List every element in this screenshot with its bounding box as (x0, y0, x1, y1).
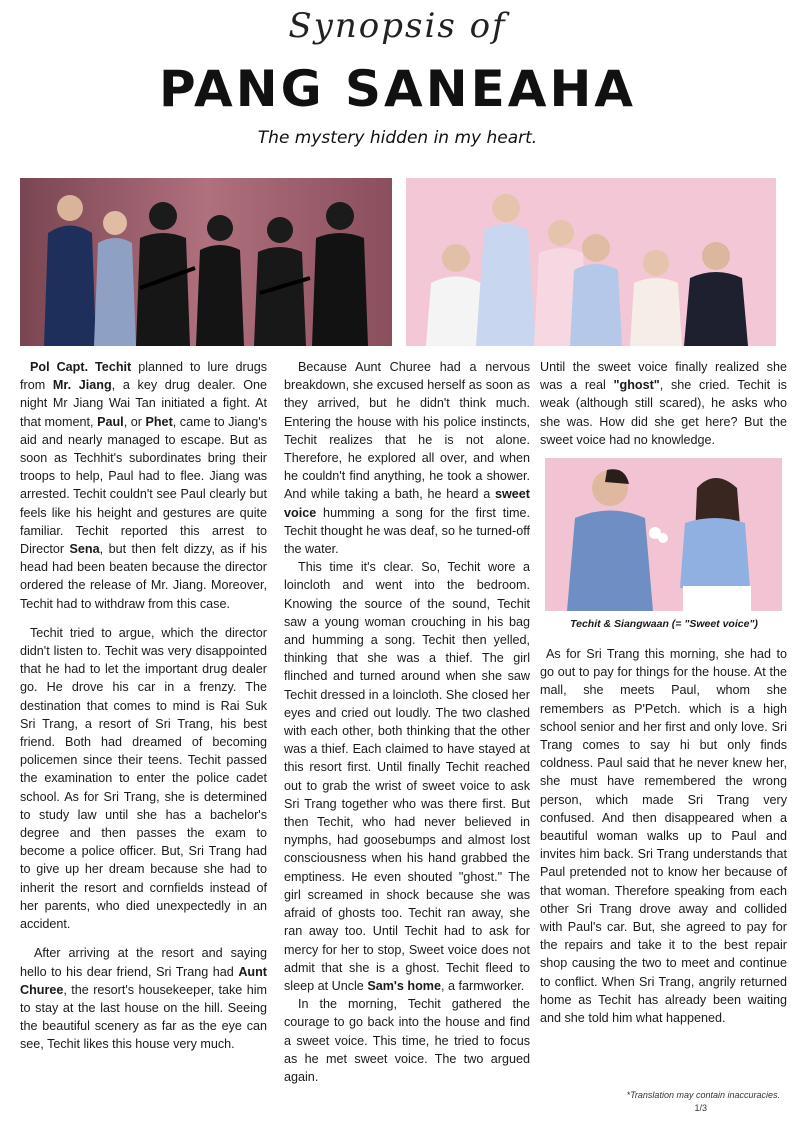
translation-note: *Translation may contain inaccuracies. (626, 1090, 780, 1100)
script-title: Synopsis of (288, 6, 507, 46)
page-number: 1/3 (694, 1103, 707, 1113)
paragraph: In the morning, Techit gathered the courage to go back into the house and find a sweet voice. This time, he tried to focus as he met sweet voice. The two argued again. (284, 997, 530, 1084)
column-3-top (540, 358, 787, 460)
paragraph: Pol Capt. Techit planned to lure drugs from Mr. Jiang, a key drug dealer. One night Mr Jiang Wai Tan initiated a fight. At that moment, Paul, or Phet, came to Jiang's aid and nearly managed to escape. But as soon as Techhit's subordinates bring their troops to help, Paul had to flee. Jiang was arrested. Techit couldn't see Paul clearly but feels like his height and gestures are quite familiar. Techit reported this arrest to Director Sena, but then felt dizzy, as if his head had been beaten because the director ordered the release of Mr. Jiang. Moreover, Techit had to withdraw from this case. (20, 360, 268, 611)
paragraph: Techit tried to argue, which the director didn't listen to. Techit was very disappointed that he had to let the important drug dealer go. He drove his car in a frenzy. The destination that comes to mind is Rai Suk Sri Trang, a resort of Sri Trang, his best friend. Both had dreamed of becoming policemen since their teens. Techit passed the examination to enter the police cadet school. As for Sri Trang, she is determined to study law until she has a bachelor's degree and then passes the exam to become a police officer. But, Sri Trang had to give up her dream because she had to inherit the resort and cornfields instead of her parents, who died unexpectedly in an accident. (20, 625, 267, 932)
page-title: PANG SANEAHA (159, 60, 636, 118)
paragraph: Until the sweet voice finally realized she was a real "ghost", she cried. Techit is weak (although still scared), he asks who she was. How did she get here? But the sweet voice had no knowledge. (540, 360, 787, 447)
paragraph: As for Sri Trang this morning, she had to go out to pay for things for the house. At the mall, she meets Paul, whom she remembers as P'Petch. which is a high school senior and her first and only love. Sri Trang comes to say hi but only finds coldness. Paul said that he never knew her, she must have remembered the wrong person, which made Sri Trang very confused. And then disappeared when a beautiful woman walks up to Paul and invites him back. Sri Trang understands that Paul pretended not to know her because of that woman. Therefore speaking from each other Sri Trang drove away and collided with Paul's car. But, she agreed to pay for the repairs and take it to the best repair shop causing the two to meet and continue to conflict. When Sri Trang, angrily returned home as Techit has already been waiting and she told him what happened. (540, 647, 787, 1026)
couple-photo (545, 458, 782, 611)
paragraph: Because Aunt Churee had a nervous breakdown, she excused herself as soon as they arrived, but he didn't think much. Entering the house with his police instincts, Techit realizes that he is not alone. Therefore, he explored all over, and when he couldn't find anything, he took a shower. And while taking a bath, he heard a sweet voice humming a song for the first time. Techit thought he was deaf, so he turned-off the water. (284, 360, 530, 557)
paragraph: After arriving at the resort and saying hello to his dear friend, Sri Trang had Aunt Churee, the resort's housekeeper, take him to stay at the last house on the hill. Seeing the beautiful scenery as far as the eye can see, Techit likes this house very much. (20, 946, 267, 1052)
cast-police-photo (20, 178, 392, 346)
column-1 (20, 358, 267, 1065)
cast-group-photo (406, 178, 776, 346)
paragraph: This time it's clear. So, Techit wore a loincloth and went into the bedroom. Knowing the source of the sound, Techit saw a young woman crouching in his bag and humming a song. Techit then yelled, thinking that she was a thief. The girl flinched and turned around when she saw Techit dressed in a loincloth. She closed her eyes and cried out loudly. The two clashed with each other, both thinking that the other was a thief. Each claimed to have stayed at this resort first. Until finally Techit reached out to grab the wrist of sweet voice to ask Sri Trang together who was there first. But then Techit, who had never believed in nymphs, had goosebumps and almost lost consciousness when his hand grabbed the emptiness. He even shouted "ghost." The girl screamed in shock because she was afraid of ghosts too. Techit ran away, she ran away too. Until Techit had to ask for mercy for her to stop, Sweet voice does not admit that she is a ghost. Techit fleed to sleep at Uncle Sam's home, a farmworker. (284, 560, 530, 993)
subtitle: The mystery hidden in my heart. (257, 128, 538, 148)
column-3-bottom (540, 645, 787, 1038)
photo-caption: Techit & Siangwaan (= "Sweet voice") (570, 618, 758, 630)
column-2 (284, 358, 530, 1097)
